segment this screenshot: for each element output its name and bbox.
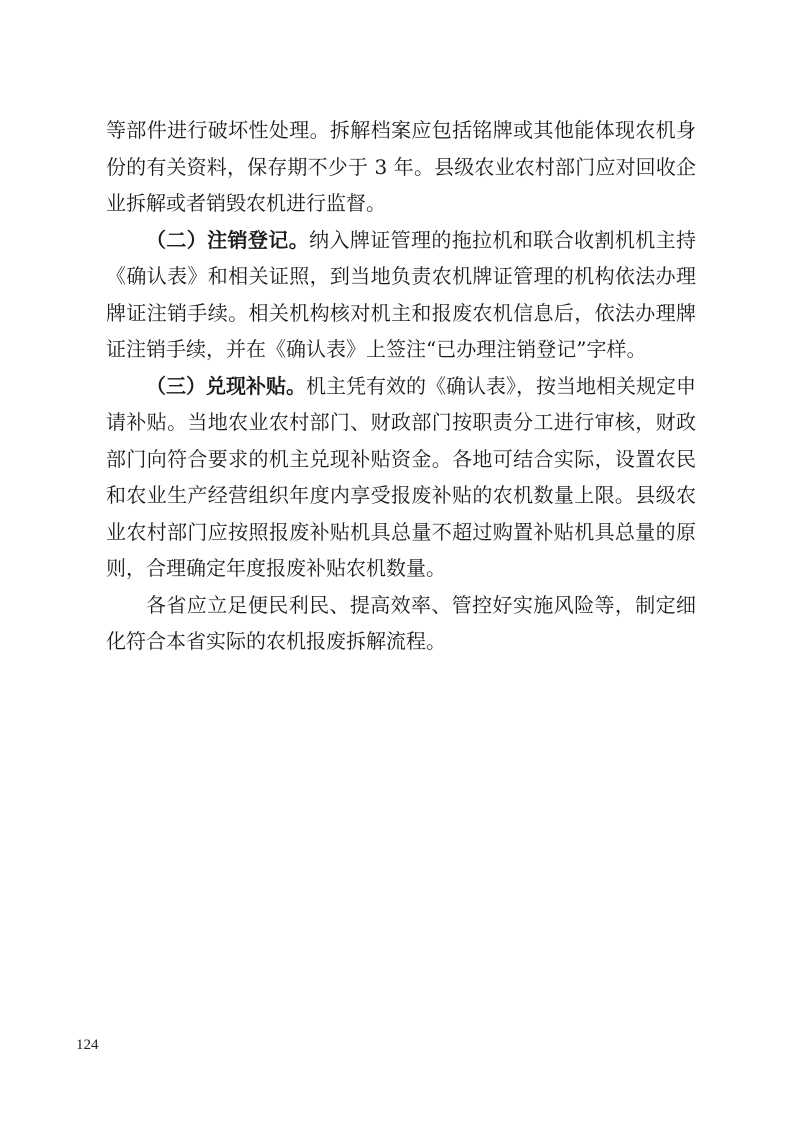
paragraph-deregistration [106, 222, 696, 368]
section-heading-subsidy-payment: （三）兑现补贴。 [146, 373, 306, 398]
section-heading-deregistration: （二）注销登记。 [146, 227, 310, 252]
paragraph-text: 等部件进行破坏性处理。拆解档案应包括铭牌或其他能体现农机身份的有关资料，保存期不少于 3 年。县级农业农村部门应对回收企业拆解或者销毁农机进行监督。 [106, 118, 696, 215]
paragraph-text: 机主凭有效的《确认表》，按当地相关规定申请补贴。当地农业农村部门、财政部门按职责分工进行审核，财政部门向符合要求的机主兑现补贴资金。各地可结合实际，设置农民和农业生产经营组织年度内享受报废补贴的农机数量上限。县级农业农村部门应按照报废补贴机具总量不超过购置补贴机具总量的原则，合理确定年度报废补贴农机数量。 [106, 373, 696, 580]
page-number: 124 [76, 1037, 99, 1053]
paragraph-text: 各省应立足便民利民、提高效率、管控好实施风险等，制定细化符合本省实际的农机报废拆解流程。 [106, 592, 696, 653]
paragraph-dismantling-records [106, 112, 696, 222]
paragraph-provincial-process [106, 587, 696, 660]
paragraph-subsidy-payment [106, 368, 696, 587]
paragraph-text: 纳入牌证管理的拖拉机和联合收割机机主持《确认表》和相关证照，到当地负责农机牌证管理的机构依法办理牌证注销手续。相关机构核对机主和报废农机信息后，依法办理牌证注销手续，并在《确认表》上签注“已办理注销登记”字样。 [106, 227, 697, 361]
body-text [106, 112, 696, 660]
